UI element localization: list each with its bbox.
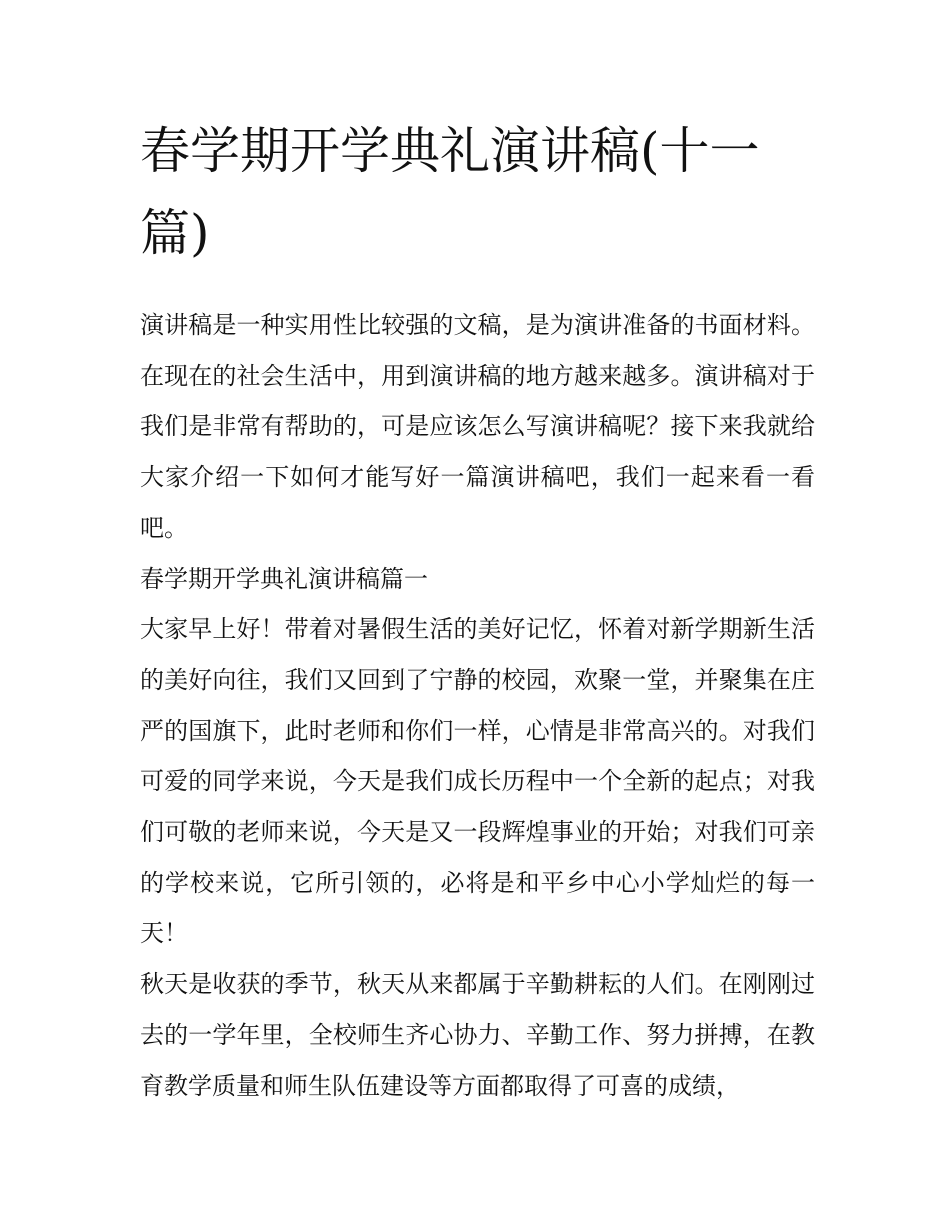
document-body — [140, 110, 815, 1111]
speech-paragraph: 大家早上好！带着对暑假生活的美好记忆，怀着对新学期新生活的美好向往，我们又回到了宁静的校园，欢聚一堂，并聚集在庄严的国旗下，此时老师和你们一样，心情是非常高兴的。对我们可爱的同学来说，今天是我们成长历程中一个全新的起点；对我们可敬的老师来说，今天是又一段辉煌事业的开始；对我们可亲的学校来说，它所引领的，必将是和平乡中心小学灿烂的每一天！ — [140, 615, 815, 948]
section-heading: 春学期开学典礼演讲稿篇一 — [140, 564, 428, 593]
speech-paragraph: 秋天是收获的季节，秋天从来都属于辛勤耕耘的人们。在刚刚过去的一学年里，全校师生齐心协力、辛勤工作、努力拼搏，在教育教学质量和师生队伍建设等方面都取得了可喜的成绩， — [140, 970, 815, 1100]
document-title: 春学期开学典礼演讲稿(十一篇) — [140, 122, 760, 262]
intro-paragraph: 演讲稿是一种实用性比较强的文稿，是为演讲准备的书面材料。在现在的社会生活中，用到演讲稿的地方越来越多。演讲稿对于我们是非常有帮助的，可是应该怎么写演讲稿呢？接下来我就给大家介绍一下如何才能写好一篇演讲稿吧，我们一起来看一看吧。 — [140, 311, 815, 542]
